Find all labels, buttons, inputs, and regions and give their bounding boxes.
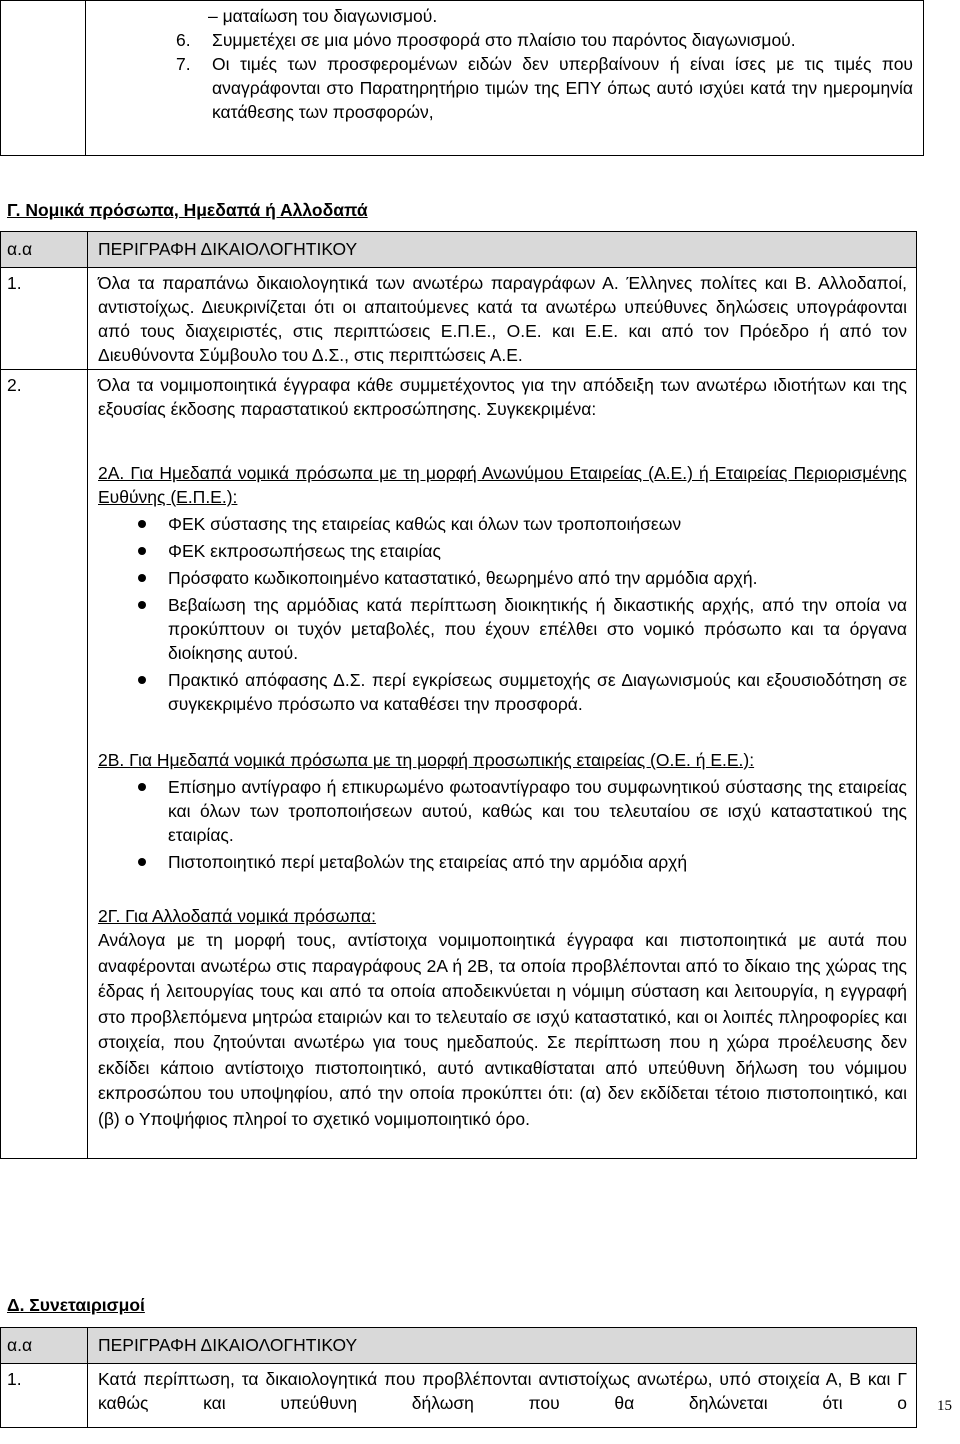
list-continuation-line: – ματαίωση του διαγωνισμού.	[208, 6, 438, 26]
bullet-icon	[138, 783, 146, 791]
table-row: 2. Όλα τα νομιμοποιητικά έγγραφα κάθε συμμετέχοντος για την απόδειξη των ανωτέρω ιδιοτήτων και της εξουσίας έκδοσης παραστατικού εκπροσώπησης. Συγκεκριμένα: 2Α. Για Ημεδαπά νομικά πρόσωπα με τη μορφή Ανωνύμου Εταιρείας (Α.Ε.) ή Εταιρείας Περιορισμένης Ευθύνης (Ε.Π.Ε.): ΦΕΚ σύστασης της εταιρείας καθώς και όλων των τροποποιήσεων ΦΕΚ εκπροσωπήσεως της εταιρίας Πρόσφατο κωδικοποιημένο καταστατικό, θεωρημένο από την αρμόδια αρχή. Βεβαίωση της αρμόδιας κατά περίπτωση διοικητικής ή δικαστικής αρχής, από την οποία να προκύπτουν οι τυχόν μεταβολές, που έχουν επέλθει στο νομικό πρόσωπο και τα όργανα διοίκησης αυτού. Πρακτικό απόφασης Δ.Σ. περί εγκρίσεως συμμετοχής σε Διαγωνισμούς και εξουσιοδότηση σε συγκεκριμένο πρόσωπο να καταθέσει την προσφορά. 2Β. Για Ημεδαπά νομικά πρόσωπα με τη μορφή προσωπικής εταιρείας (Ο.Ε. ή Ε.Ε.): Επίσημο αντίγραφο ή επικυρωμένο φωτοαντίγραφο του συμφωνητικού σύστασης της εταιρείας και όλων των τροποποιήσεων αυτού, καθώς και του τελευταίου σε ισχύ καταστατικού της εταιρίας. Πιστοποιητικό περί μεταβολών της εταιρείας από την αρμόδια αρχή 2Γ. Για Αλλοδαπά νομικά πρόσωπα: Ανάλογα με τη μορφή τους, αντίστοιχα νομιμοποιητικά έγγραφα και πιστοποιητικά με αυτά που αναφέρονται ανωτέρω στις παραγράφους 2Α ή 2Β, τα οποία προβλέπονται από το δίκαιο της χώρας της έδρας ή λειτουργίας τους και από τα οποία αποδεικνύεται η νόμιμη σύσταση και λειτουργία, η εγγραφή στο προβλεπόμενα μητρώα εταιριών και το τελευταίο σε ισχύ καταστατικό, και οι λοιπές πληροφορίες και στοιχεία, που ζητούνται ανωτέρω για τους ημεδαπούς. Σε περίπτωση που η χώρα προέλευσης δεν εκδίδει κάποιο αντίστοιχο πιστοποιητικό, αυτό αντικαθίσταται από υπεύθυνη δήλωση του νόμιμου εκπροσώπου του υποψηφίου, από την οποία προκύπτει ότι: (α) δεν εκδίδεται τέτοιο πιστοποιητικό, και (β) ο Υποψήφιος πληροί το σχετικό νομιμοποιητικό όρο.	[1, 370, 917, 1159]
list-item-7: 7. Οι τιμές των προσφερομένων ειδών δεν υπερβαίνουν ή είναι ίσες με τις τιμές που αναγράφονται στο Παρατηρητήριο τιμών της ΕΠΥ όπως αυτό ισχύει κατά την ημερομηνία κατάθεσης των προσφορών,	[176, 54, 913, 122]
bullet-icon	[138, 520, 146, 528]
list-item: ΦΕΚ σύστασης της εταιρείας καθώς και όλων των τροποποιήσεων	[98, 512, 907, 536]
subsection-2a-heading: 2Α. Για Ημεδαπά νομικά πρόσωπα με τη μορφή Ανωνύμου Εταιρείας (Α.Ε.) ή Εταιρείας Περιορισμένης Ευθύνης (Ε.Π.Ε.):	[98, 463, 907, 507]
row-description: Όλα τα παραπάνω δικαιολογητικά των ανωτέρω παραγράφων Α. Έλληνες πολίτες και Β. Αλλοδαποί, αντιστοίχως. Διευκρινίζεται ότι οι απαιτούμενες κατά τα ανωτέρω υπεύθυνες δηλώσεις υπογράφονται από τους διαχειριστές, στις περιπτώσεις Ε.Π.Ε., Ο.Ε. και Ε.Ε. και από τον Πρόεδρο ή από τον Διευθύνοντα Σύμβουλο του Δ.Σ., στις περιπτώσεις Α.Ε.	[88, 268, 917, 370]
bullet-icon	[138, 574, 146, 582]
list-item: ΦΕΚ εκπροσωπήσεως της εταιρίας	[98, 539, 907, 563]
section-g-table	[0, 231, 917, 1159]
top-table-num-cell	[1, 1, 86, 156]
subsection-2a	[98, 461, 907, 716]
table-header-row	[1, 232, 917, 268]
list-item: Πρακτικό απόφασης Δ.Σ. περί εγκρίσεως συμμετοχής σε Διαγωνισμούς και εξουσιοδότηση σε συγκεκριμένο πρόσωπο να καταθέσει την προσφορά.	[98, 668, 907, 716]
top-table-content-cell	[86, 1, 924, 156]
page-number: 15	[937, 1398, 952, 1414]
bullet-icon	[138, 547, 146, 555]
column-header-aa: α.α	[1, 232, 88, 268]
section-g-title: Γ. Νομικά πρόσωπα, Ημεδαπά ή Αλλοδαπά	[7, 200, 368, 220]
bullet-icon	[138, 858, 146, 866]
column-header-description: ΠΕΡΙΓΡΑΦΗ ΔΙΚΑΙΟΛΟΓΗΤΙΚΟΥ	[88, 1328, 917, 1364]
row-description: Όλα τα νομιμοποιητικά έγγραφα κάθε συμμετέχοντος για την απόδειξη των ανωτέρω ιδιοτήτων και της εξουσίας έκδοσης παραστατικού εκπροσώπησης. Συγκεκριμένα:	[98, 375, 907, 419]
subsection-2c-text: Ανάλογα με τη μορφή τους, αντίστοιχα νομιμοποιητικά έγγραφα και πιστοποιητικά με αυτά που αναφέρονται ανωτέρω στις παραγράφους 2Α ή 2Β, τα οποία προβλέπονται από το δίκαιο της χώρας της έδρας ή λειτουργίας τους και από τα οποία αποδεικνύεται η νόμιμη σύσταση και λειτουργία, η εγγραφή στο προβλεπόμενα μητρώα εταιριών και το τελευταίο σε ισχύ καταστατικό, και οι λοιπές πληροφορίες και στοιχεία, που ζητούνται ανωτέρω για τους ημεδαπούς. Σε περίπτωση που η χώρα προέλευσης δεν εκδίδει κάποιο αντίστοιχο πιστοποιητικό, αυτό αντικαθίσταται από υπεύθυνη δήλωση του νόμιμου εκπροσώπου του υποψηφίου, από την οποία προκύπτει ότι: (α) δεν εκδίδεται τέτοιο πιστοποιητικό, και (β) ο Υποψήφιος πληροί το σχετικό νομιμοποιητικό όρο.	[98, 930, 907, 1129]
table-row: 1. Όλα τα παραπάνω δικαιολογητικά των ανωτέρω παραγράφων Α. Έλληνες πολίτες και Β. Αλλοδαποί, αντιστοίχως. Διευκρινίζεται ότι οι απαιτούμενες κατά τα ανωτέρω υπεύθυνες δηλώσεις υπογράφονται από τους διαχειριστές, στις περιπτώσεις Ε.Π.Ε., Ο.Ε. και Ε.Ε. και από τον Πρόεδρο ή από τον Διευθύνοντα Σύμβουλο του Δ.Σ., στις περιπτώσεις Α.Ε.	[1, 268, 917, 370]
section-d-title: Δ. Συνεταιρισμοί	[7, 1295, 145, 1315]
top-table	[0, 0, 924, 156]
subsection-2b-heading: 2Β. Για Ημεδαπά νομικά πρόσωπα με τη μορφή προσωπικής εταιρείας (Ο.Ε. ή Ε.Ε.):	[98, 750, 755, 770]
column-header-description: ΠΕΡΙΓΡΑΦΗ ΔΙΚΑΙΟΛΟΓΗΤΙΚΟΥ	[88, 232, 917, 268]
subsection-2b	[98, 748, 907, 874]
table-header-row	[1, 1328, 917, 1364]
list-item: Πιστοποιητικό περί μεταβολών της εταιρείας από την αρμόδια αρχή	[98, 850, 907, 874]
list-item: Επίσημο αντίγραφο ή επικυρωμένο φωτοαντίγραφο του συμφωνητικού σύστασης της εταιρείας και όλων των τροποποιήσεων αυτού, καθώς και του τελευταίου σε ισχύ καταστατικού της εταιρίας.	[98, 775, 907, 847]
section-d-table	[0, 1327, 917, 1428]
bullet-icon	[138, 601, 146, 609]
column-header-aa: α.α	[1, 1328, 88, 1364]
table-row: 1. Κατά περίπτωση, τα δικαιολογητικά που προβλέπονται αντιστοίχως ανωτέρω, υπό στοιχεία Α, Β και Γ καθώς και υπεύθυνη δήλωση που θα δηλώνεται ότι ο	[1, 1364, 917, 1428]
subsection-2c-heading: 2Γ. Για Αλλοδαπά νομικά πρόσωπα:	[98, 906, 377, 926]
subsection-2c	[98, 904, 907, 1132]
list-item: Βεβαίωση της αρμόδιας κατά περίπτωση διοικητικής ή δικαστικής αρχής, από την οποία να προκύπτουν οι τυχόν μεταβολές, που έχουν επέλθει στο νομικό πρόσωπο και τα όργανα διοίκησης αυτού.	[98, 593, 907, 665]
row-description: Κατά περίπτωση, τα δικαιολογητικά που προβλέπονται αντιστοίχως ανωτέρω, υπό στοιχεία Α, Β και Γ καθώς και υπεύθυνη δήλωση που θα δηλώνεται ότι ο	[88, 1364, 917, 1428]
bullet-icon	[138, 676, 146, 684]
list-item-6: 6. Συμμετέχει σε μια μόνο προσφορά στο πλαίσιο του παρόντος διαγωνισμού.	[176, 30, 796, 50]
list-item: Πρόσφατο κωδικοποιημένο καταστατικό, θεωρημένο από την αρμόδια αρχή.	[98, 566, 907, 590]
